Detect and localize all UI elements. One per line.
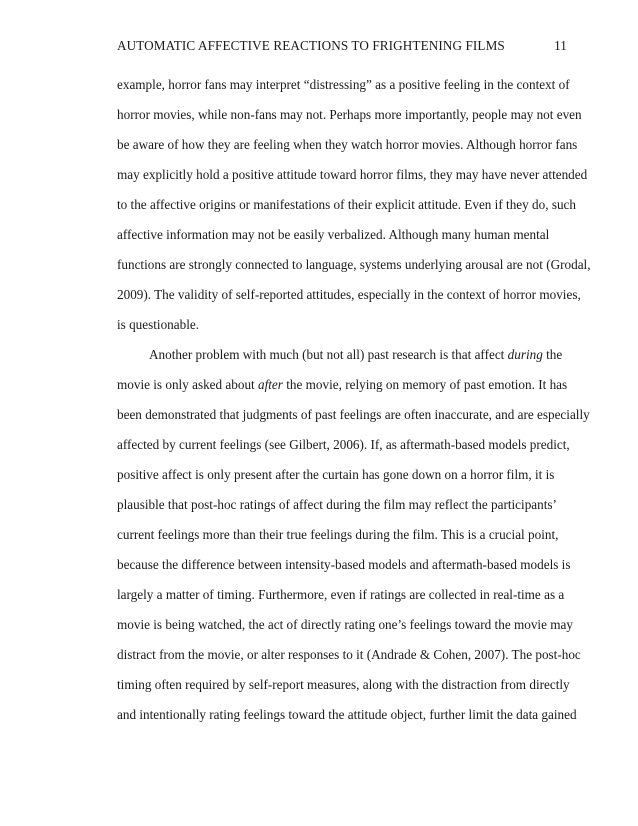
text-line: affective information may not be easily verbalized. Although many human mental [117, 227, 550, 242]
text-run: the movie, relying on memory of past emotion. It has [282, 377, 568, 392]
text-line: to the affective origins or manifestations of their explicit attitude. Even if they do, such [117, 197, 576, 212]
text-line: largely a matter of timing. Furthermore, even if ratings are collected in real-time as a [117, 587, 565, 602]
text-line: positive affect is only present after the curtain has gone down on a horror film, it is [117, 467, 555, 482]
emphasis-during: during [507, 347, 543, 362]
running-head-title: AUTOMATIC AFFECTIVE REACTIONS TO FRIGHTENING FILMS [117, 38, 505, 53]
text-line: and intentionally rating feelings toward the attitude object, further limit the data gained [117, 707, 577, 722]
text-line: because the difference between intensity-based models and aftermath-based models is [117, 557, 571, 572]
text-line [117, 370, 568, 400]
text-run: the [542, 347, 563, 362]
page-number: 11 [554, 38, 567, 53]
text-run: movie is only asked about [117, 377, 259, 392]
running-head [117, 36, 567, 56]
text-line: plausible that post-hoc ratings of affect during the film may reflect the participants’ [117, 497, 557, 512]
emphasis-after: after [258, 377, 283, 392]
text-line: be aware of how they are feeling when they watch horror movies. Although horror fans [117, 137, 578, 152]
text-line: 2009). The validity of self-reported attitudes, especially in the context of horror movies, [117, 287, 581, 302]
text-line: horror movies, while non-fans may not. Perhaps more importantly, people may not even [117, 107, 582, 122]
text-line: movie is being watched, the act of directly rating one’s feelings toward the movie may [117, 617, 573, 632]
text-run: Another problem with much (but not all) past research is that affect [149, 347, 508, 362]
text-line: current feelings more than their true feelings during the film. This is a crucial point, [117, 527, 559, 542]
paragraph-start-line [117, 340, 563, 370]
text-line: is questionable. [117, 317, 200, 332]
text-line: distract from the movie, or alter responses to it (Andrade & Cohen, 2007). The post-hoc [117, 647, 581, 662]
text-line: been demonstrated that judgments of past feelings are often inaccurate, and are especially [117, 407, 590, 422]
text-line: timing often required by self-report measures, along with the distraction from directly [117, 677, 570, 692]
body-text [117, 70, 591, 730]
text-line: example, horror fans may interpret “distressing” as a positive feeling in the context of [117, 77, 570, 92]
text-line: affected by current feelings (see Gilbert, 2006). If, as aftermath-based models predict, [117, 437, 570, 452]
text-line: functions are strongly connected to language, systems underlying arousal are not (Grodal, [117, 257, 591, 272]
text-line: may explicitly hold a positive attitude toward horror films, they may have never attended [117, 167, 588, 182]
